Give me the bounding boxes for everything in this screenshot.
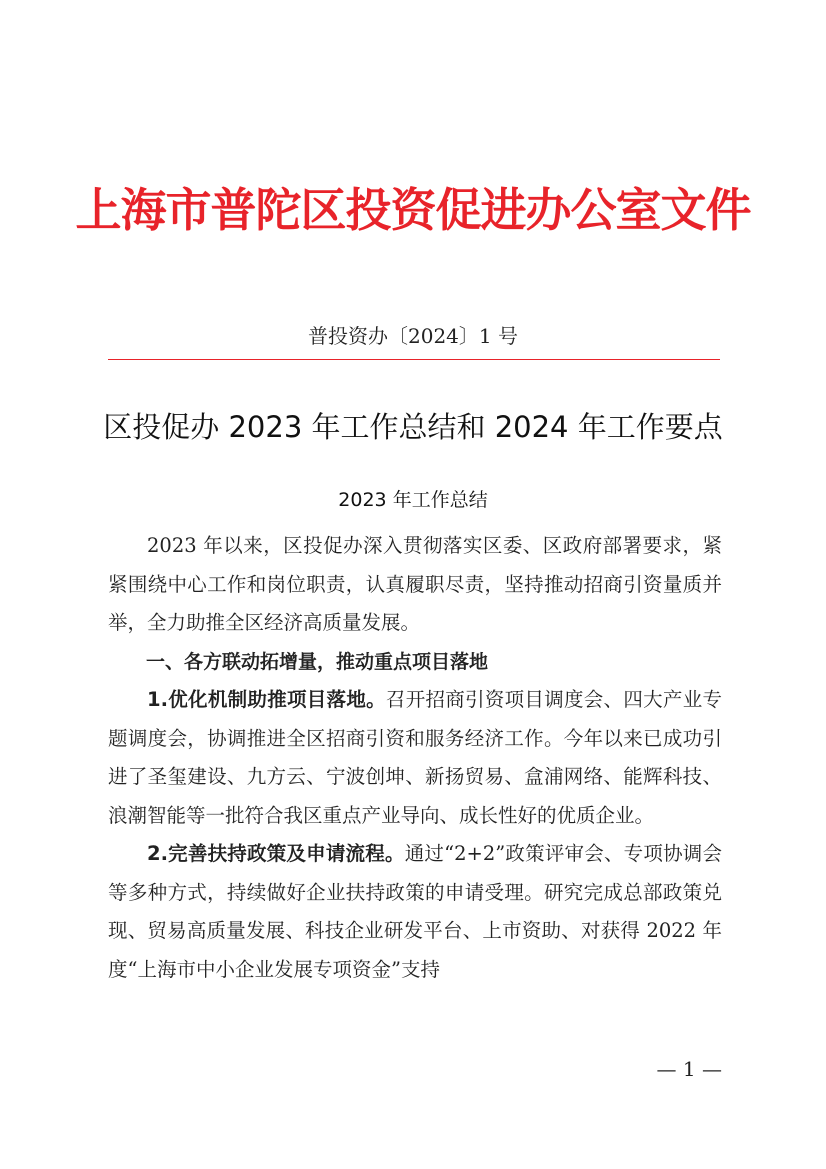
- paragraph-item-1: [108, 681, 722, 835]
- section-title: 2023 年工作总结: [338, 489, 488, 511]
- paragraph-item-1-text: 召开招商引资项目调度会、四大产业专题调度会，协调推进全区招商引资和服务经济工作。今年以来已成功引进了圣玺建设、九方云、宁波创坤、新扬贸易、盒浦网络、能辉科技、浪潮智能等一批符合我区重点产业导向、成长性好的优质企业。: [108, 688, 722, 827]
- document-title: 区投促办 2023 年工作总结和 2024 年工作要点: [103, 410, 723, 444]
- intro-paragraph: 2023 年以来，区投促办深入贯彻落实区委、区政府部署要求，紧紧围绕中心工作和岗位职责，认真履职尽责，坚持推动招商引资量质并举，全力助推全区经济高质量发展。: [108, 534, 722, 634]
- paragraph-item-2: [108, 835, 722, 989]
- document-body: [108, 527, 722, 989]
- heading-level-1: 一、各方联动拓增量，推动重点项目落地: [146, 650, 489, 673]
- red-divider-line: [108, 359, 720, 360]
- paragraph-item-2-text: 通过“2+2”政策评审会、专项协调会等多种方式，持续做好企业扶持政策的申请受理。研究完成总部政策兑现、贸易高质量发展、科技企业研发平台、上市资助、对获得 2022 年度“上海市中小企业发展专项资金”支持: [108, 842, 722, 981]
- page-number: — 1 —: [656, 1057, 722, 1081]
- document-number: 普投资办〔2024〕1 号: [308, 324, 518, 348]
- document-issuer-title: 上海市普陀区投资促进办公室文件: [75, 183, 751, 237]
- paragraph-item-1-lead: 1.优化机制助推项目落地。: [147, 688, 386, 711]
- paragraph-item-2-lead: 2.完善扶持政策及申请流程。: [147, 842, 405, 865]
